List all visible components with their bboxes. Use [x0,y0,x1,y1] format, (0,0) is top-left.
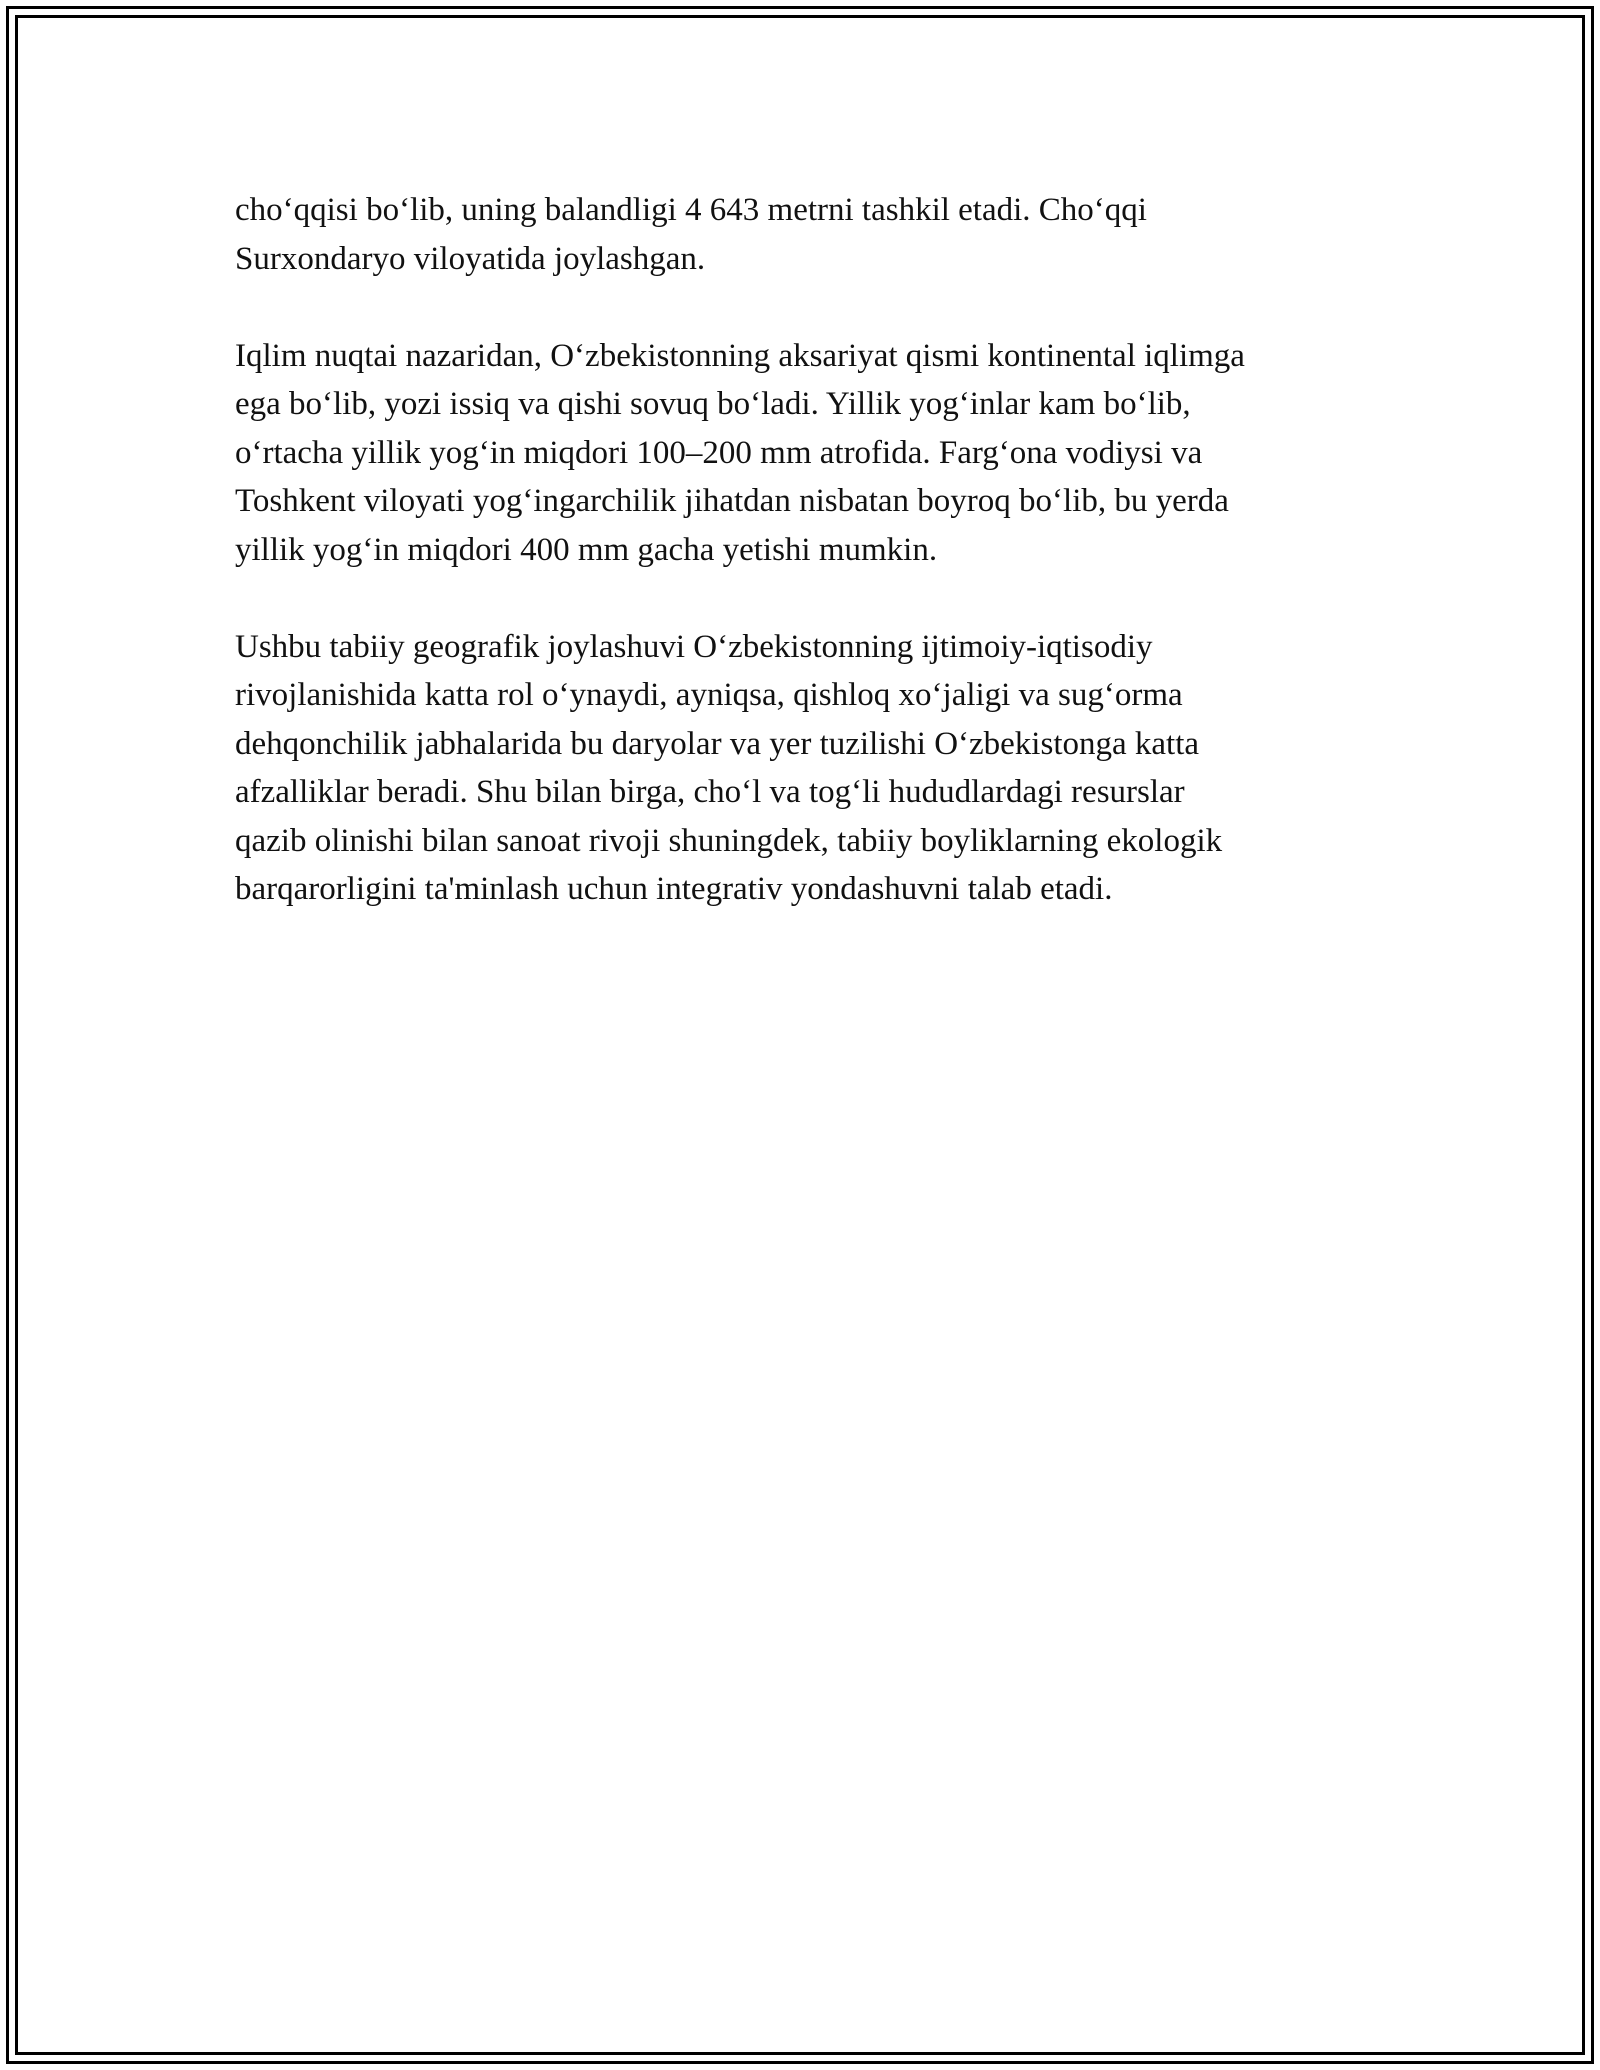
document-body [235,186,1385,962]
paragraph-climate: Iqlim nuqtai nazaridan, O‘zbekistonning aksariyat qismi kontinental iqlimga ega bo‘lib, yozi issiq va qishi sovuq bo‘ladi. Yillik yog‘inlar kam bo‘lib, o‘rtacha yillik yog‘in miqdori 100–200 mm atrofida. Farg‘ona vodiysi va Toshkent viloyati yog‘ingarchilik jihatdan nisbatan boyroq bo‘lib, bu yerda yillik yog‘in miqdori 400 mm gacha yetishi mumkin. [235,337,1245,568]
paragraph-development: Ushbu tabiiy geografik joylashuvi O‘zbekistonning ijtimoiy-iqtisodiy rivojlanishida katta rol o‘ynaydi, ayniqsa, qishloq xo‘jaligi va sug‘orma dehqonchilik jabhalarida bu daryolar va yer tuzilishi O‘zbekistonga katta afzalliklar beradi. Shu bilan birga, cho‘l va tog‘li hududlardagi resurslar qazib olinishi bilan sanoat rivoji shuningdek, tabiiy boyliklarning ekologik barqarorligini ta'minlash uchun integrativ yondashuvni talab etadi. [235,628,1223,907]
paragraph-mountain: cho‘qqisi bo‘lib, uning balandligi 4 643 metrni tashkil etadi. Cho‘qqi Surxondaryo viloyatida joylashgan. [235,192,1147,277]
